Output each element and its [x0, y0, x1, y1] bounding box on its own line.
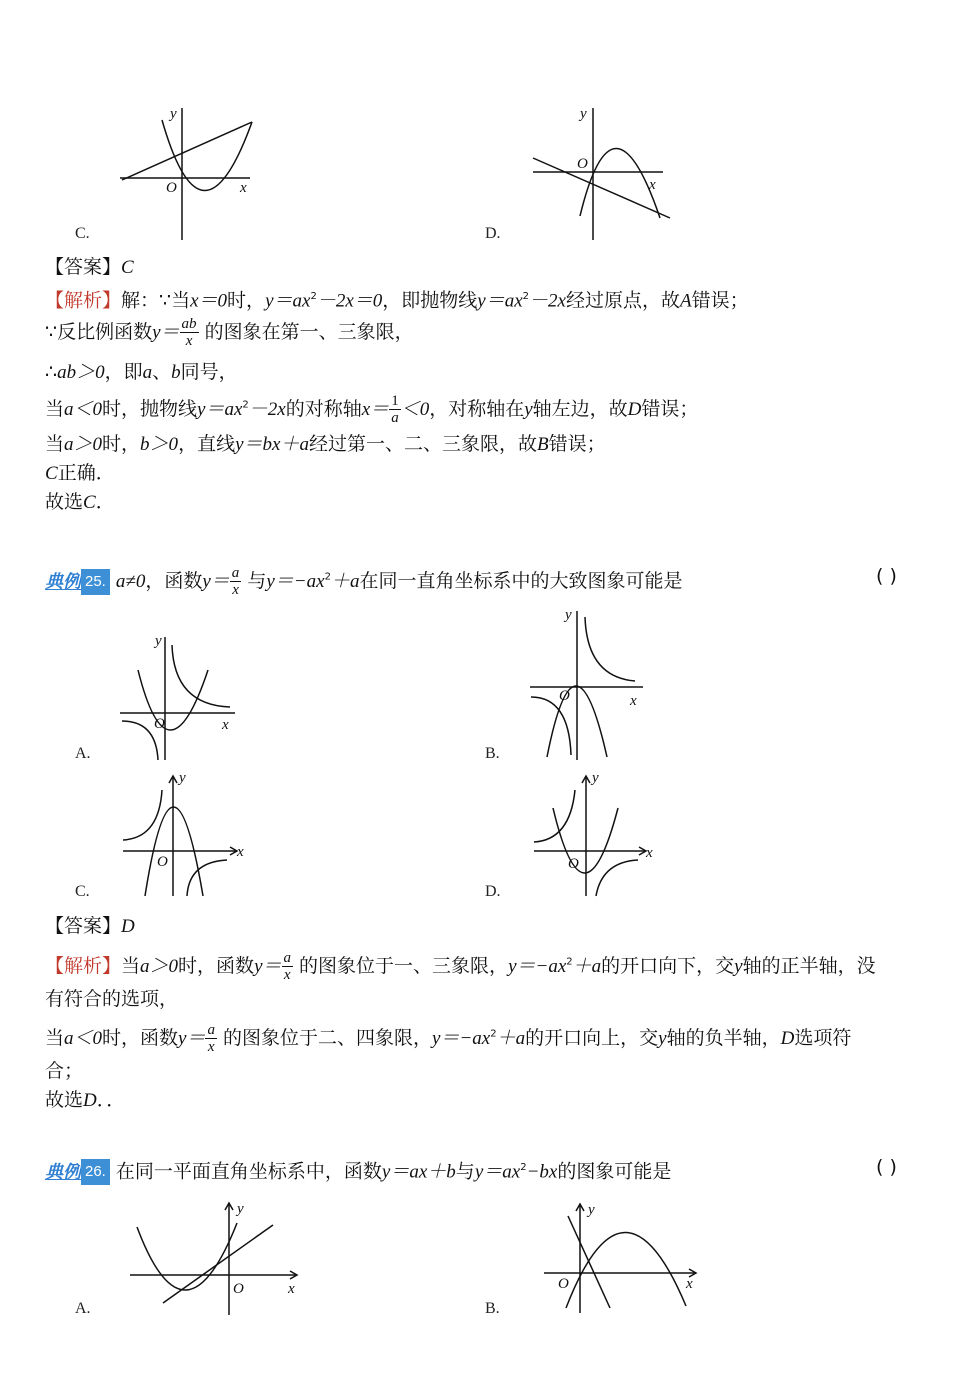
q24-analysis-line-6 — [45, 461, 115, 486]
origin-label: O — [577, 156, 588, 172]
text: 当 — [121, 955, 141, 977]
math: y＝ — [152, 322, 180, 343]
axis-x-label: x — [288, 1281, 295, 1297]
text: 的图象位于一、三象限， — [299, 955, 509, 977]
answer-tag: 【答案】 — [45, 256, 122, 278]
text: 轴左边，故 — [532, 398, 628, 420]
dianli-label: 典例 — [45, 571, 81, 592]
fraction-num: a — [207, 1022, 215, 1038]
text: ，即 — [104, 361, 143, 383]
axis-y-label: y — [170, 106, 177, 122]
axis-x-label: x — [649, 177, 656, 193]
text: 的图象在第一、三象限， — [204, 321, 414, 343]
text: 时， — [102, 433, 141, 455]
text: 与 — [455, 1160, 475, 1183]
text: ∵反比例函数 — [45, 321, 153, 343]
q25-analysis-line-5 — [45, 1088, 125, 1113]
answer-blank: ( ) — [876, 1156, 897, 1178]
math: a＞0 — [140, 956, 179, 977]
math: y＝ax — [197, 399, 243, 420]
math: y＝ — [178, 1028, 206, 1049]
fraction-den: a — [391, 410, 399, 426]
text: 时， — [227, 289, 266, 312]
fraction — [230, 565, 242, 598]
hyperbola-branch-2 — [187, 860, 227, 896]
math: a＞0 — [64, 434, 103, 455]
text: 当 — [45, 398, 65, 420]
text: 故选 — [45, 1089, 84, 1111]
math: y — [524, 399, 533, 420]
q25-title: 典例 25. a≠0，函数y＝ $\frac{a}{x}$ 与$y=-ax^2+a$在同一直角坐标系中的大致图象可能是 — [45, 565, 683, 598]
hyperbola-branch-1 — [172, 645, 230, 707]
origin-label: O — [568, 856, 579, 872]
line — [568, 1216, 610, 1308]
math: b＞0 — [140, 434, 179, 455]
fraction-den: x — [283, 967, 291, 983]
graph-q26-a — [125, 1195, 310, 1320]
q24-analysis-line-7 — [45, 490, 115, 515]
question-number-badge: 26. — [81, 1159, 110, 1185]
dianli-label: 典例 — [45, 1161, 81, 1182]
hyperbola-branch-2 — [531, 697, 571, 755]
text: ，函数 — [145, 570, 203, 592]
option-a-label: A. — [75, 1300, 91, 1317]
text: 当 — [45, 433, 65, 455]
hyperbola-branch-2 — [596, 860, 638, 896]
q24-analysis-line-3 — [45, 360, 238, 385]
text: 故选 — [45, 491, 84, 513]
math: a＜0 — [64, 1028, 103, 1049]
q25-analysis-line-2: 有符合的选项， — [45, 988, 179, 1010]
text: 同号， — [180, 361, 238, 383]
math: y — [734, 956, 743, 977]
q24-analysis-line-5 — [45, 432, 606, 457]
text: 轴的正半轴，没 — [742, 955, 876, 977]
axis-y-label: y — [565, 607, 572, 623]
fraction — [282, 950, 294, 983]
math: y＝ax — [474, 1161, 521, 1183]
math: D — [780, 1028, 795, 1049]
math: ＋a — [496, 1028, 526, 1049]
q25-answer — [45, 914, 135, 939]
axis-x-label: x — [237, 844, 244, 860]
answer-value: C — [121, 257, 134, 278]
fraction-num: ab — [181, 316, 197, 332]
text: 当 — [45, 1027, 65, 1049]
graph-q25-a — [110, 625, 250, 765]
fraction-den: x — [207, 1039, 215, 1055]
axis-y-label: y — [592, 770, 599, 786]
text: 在同一直角坐标系中的大致图象可能是 — [359, 570, 683, 592]
text: 时，函数 — [178, 955, 255, 977]
graph-q25-b — [525, 605, 675, 765]
fraction-den: x — [185, 333, 193, 349]
q25-analysis-line-4: 合； — [45, 1060, 84, 1082]
math: b — [171, 362, 181, 383]
axis-x-label: x — [686, 1276, 693, 1292]
hyperbola-branch-2 — [122, 721, 158, 760]
fraction-num: a — [231, 565, 240, 581]
line — [122, 122, 252, 180]
text: 错误； — [641, 398, 699, 420]
text: 正确． — [57, 462, 115, 484]
analysis-tag: 【解析】 — [45, 955, 122, 977]
text: 经过原点，故 — [565, 289, 680, 312]
math: －2x＝0 — [316, 290, 383, 312]
math: y＝ax — [477, 290, 523, 312]
math: B — [536, 434, 549, 455]
hyperbola-branch-1 — [123, 790, 162, 840]
text: 时，抛物线 — [102, 398, 198, 420]
option-c-label: C. — [75, 883, 90, 900]
math: y＝ax＋b — [381, 1161, 456, 1183]
option-b-label: B. — [485, 1300, 500, 1317]
axis-x-label: x — [222, 717, 229, 733]
text: 轴的负半轴， — [666, 1027, 781, 1049]
answer-tag: 【答案】 — [45, 915, 122, 937]
origin-label: O — [559, 688, 570, 704]
math: ＋a — [330, 571, 360, 592]
option-c-label: C. — [75, 225, 90, 242]
text: 的图象可能是 — [557, 1160, 672, 1183]
math: ab＞0 — [57, 362, 105, 383]
axis-y-label: y — [580, 106, 587, 122]
math: a — [142, 362, 153, 383]
text: 错误； — [691, 289, 749, 312]
math: C — [83, 492, 96, 513]
text: 在同一平面直角坐标系中，函数 — [115, 1160, 382, 1183]
math: y＝−ax — [508, 956, 567, 977]
question-number-badge: 25. — [81, 569, 110, 595]
text: 时，函数 — [102, 1027, 179, 1049]
math: －2x — [248, 399, 286, 420]
option-a-label: A. — [75, 745, 91, 762]
math: D — [627, 399, 642, 420]
origin-label: O — [233, 1281, 244, 1297]
fraction-num: 1 — [391, 393, 399, 409]
math: y＝ax — [265, 290, 311, 312]
text: 的图象位于二、四象限， — [223, 1027, 433, 1049]
math: ＜0 — [400, 399, 430, 420]
fraction — [389, 393, 401, 426]
math: y＝ — [254, 956, 282, 977]
text: 的对称轴 — [285, 398, 362, 420]
text: ，对称轴在 — [429, 398, 525, 420]
axis-x-label: x — [646, 845, 653, 861]
math: a＜0 — [64, 399, 103, 420]
origin-label: O — [166, 180, 177, 196]
math: ＋a — [572, 956, 602, 977]
origin-label: O — [157, 854, 168, 870]
q26-title: 典例 26. 在同一平面直角坐标系中，函数y＝ax＋b与$y=ax^2-bx$的图象可能是 — [45, 1156, 671, 1185]
axis-y-label: y — [179, 770, 186, 786]
math: y＝−ax — [266, 571, 325, 592]
option-d-label: D. — [485, 883, 501, 900]
q24-analysis-line-1: 【解析】解：∵当x＝0时，$y=ax^2-2x=0$，即抛物线$y=ax^2-2x$经过原点，故A错误； — [45, 289, 749, 312]
math: x＝ — [361, 399, 390, 420]
analysis-tag: 【解析】 — [45, 289, 122, 312]
text: ∴ — [45, 361, 58, 383]
line — [163, 1225, 273, 1303]
math: C — [45, 463, 58, 484]
graph-q25-c — [115, 768, 255, 900]
q24-analysis-line-4: 当a＜0时，抛物线$y=ax^2-2x$的对称轴x＝ $\frac{1}{a}$ ＜0，对称轴在y轴左边，故D错误； — [45, 393, 699, 426]
parabola — [138, 670, 208, 730]
text: 、 — [152, 361, 172, 383]
graph-q25-d — [528, 768, 668, 900]
text: ． — [95, 491, 115, 513]
graph-prev-c — [110, 100, 270, 245]
option-d-label: D. — [485, 225, 501, 242]
axis-y-label: y — [237, 1201, 244, 1217]
q25-analysis-line-3: 当a＜0时，函数y＝ $\frac{a}{x}$ 的图象位于二、四象限，$y=-ax^2+a$的开口向上，交y轴的负半轴，D选项符 — [45, 1022, 852, 1055]
axis-x-label: x — [630, 693, 637, 709]
q25-analysis-line-1: 【解析】当a＞0时，函数y＝ $\frac{a}{x}$ 的图象位于一、三象限，$y=-ax^2+a$的开口向下，交y轴的正半轴，没 — [45, 950, 876, 983]
text: ．． — [96, 1089, 126, 1111]
answer-value: D — [121, 916, 135, 937]
text: 解：∵当 — [121, 289, 191, 312]
math: y＝bx＋a — [235, 434, 309, 455]
hyperbola-branch-1 — [585, 617, 635, 681]
text: 的开口向上，交 — [525, 1027, 659, 1049]
graph-prev-d — [525, 100, 685, 245]
axis-y-label: y — [155, 633, 162, 649]
math: −bx — [526, 1161, 558, 1183]
math: D — [83, 1090, 97, 1111]
math: A — [679, 290, 692, 312]
fraction-den: x — [232, 582, 239, 598]
fraction — [205, 1022, 217, 1055]
origin-label: O — [558, 1276, 569, 1292]
text: 错误； — [548, 433, 606, 455]
math: y＝ — [202, 571, 230, 592]
q24-analysis-line-2 — [45, 316, 414, 349]
origin-label: O — [154, 716, 165, 732]
q24-answer — [45, 255, 134, 280]
text: 与 — [247, 570, 267, 592]
text: 选项符 — [794, 1027, 852, 1049]
text: ，即抛物线 — [382, 289, 478, 312]
math: x＝0 — [190, 290, 228, 312]
parabola — [566, 1232, 686, 1308]
parabola — [137, 1223, 237, 1290]
math: －2x — [529, 290, 566, 312]
fraction — [180, 316, 199, 349]
math: y＝−ax — [432, 1028, 491, 1049]
axis-x-label: x — [240, 180, 247, 196]
math: y — [658, 1028, 667, 1049]
text: ，直线 — [178, 433, 236, 455]
math: a≠0 — [115, 571, 146, 592]
text: 经过第一、二、三象限，故 — [308, 433, 537, 455]
text: 的开口向下，交 — [601, 955, 735, 977]
graph-q26-b — [538, 1198, 708, 1323]
answer-blank: ( ) — [876, 565, 897, 587]
option-b-label: B. — [485, 745, 500, 762]
axis-y-label: y — [588, 1202, 595, 1218]
fraction-num: a — [283, 950, 291, 966]
